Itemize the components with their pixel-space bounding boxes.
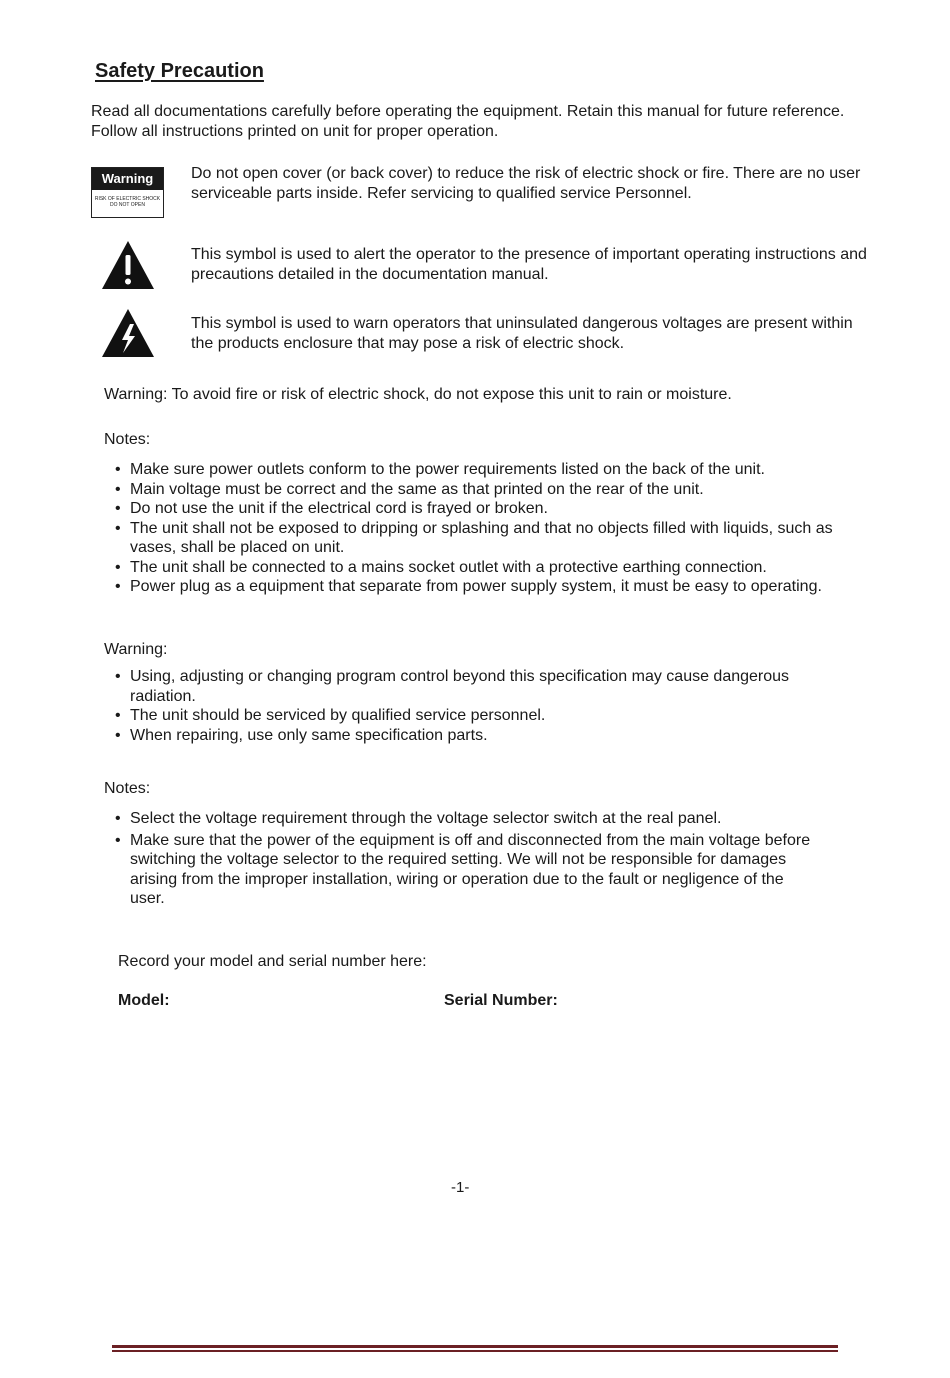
- serial-number-label: Serial Number:: [444, 992, 558, 1009]
- model-label: Model:: [118, 992, 170, 1009]
- exclamation-triangle-icon: [101, 240, 155, 290]
- warning-label-icon: [91, 167, 164, 218]
- warning-label-sub: [92, 190, 163, 208]
- list-item: • Make sure power outlets conform to the power requirements listed on the back of the unit.: [115, 460, 855, 480]
- list-item: • Make sure that the power of the equipment is off and disconnected from the main voltage before switching the voltage selector to the required setting. We will not be responsible for damages arising from the improper installation, wiring or operation due to the fault or negligence of the user.: [115, 831, 815, 909]
- list-item: • The unit shall be connected to a mains socket outlet with a protective earthing connection.: [115, 558, 855, 578]
- page-number: -1-: [451, 1179, 470, 1196]
- intro-paragraph: Read all documentations carefully before operating the equipment. Retain this manual for future reference. Follow all instructions printed on unit for proper operation.: [91, 103, 845, 140]
- warning-label-head: Warning: [92, 168, 163, 190]
- notes-list: [115, 460, 855, 597]
- list-item: • Do not use the unit if the electrical cord is frayed or broken.: [115, 499, 855, 519]
- list-item: • The unit shall not be exposed to dripping or splashing and that no objects filled with liquids, such as vases, shall be placed on unit.: [115, 519, 855, 558]
- list-item: • When repairing, use only same specification parts.: [115, 726, 855, 746]
- symbol-text-cover: Do not open cover (or back cover) to reduce the risk of electric shock or fire. There are no user serviceable parts inside. Refer servicing to qualified service Personnel.: [191, 165, 861, 202]
- footer-rule-thin: [112, 1350, 838, 1352]
- lightning-triangle-icon: [101, 308, 155, 358]
- footer-rule: [112, 1345, 838, 1348]
- rain-warning: Warning: To avoid fire or risk of electric shock, do not expose this unit to rain or moisture.: [104, 386, 732, 403]
- notes-label: Notes:: [104, 431, 151, 448]
- page-title: Safety Precaution: [95, 60, 264, 82]
- warning-label-sub-line1: RISK OF ELECTRIC SHOCK: [94, 196, 161, 202]
- notes-label-2: Notes:: [104, 780, 151, 797]
- list-item: • Power plug as a equipment that separate from power supply system, it must be easy to operating.: [115, 577, 855, 597]
- warning-list: [115, 667, 855, 745]
- symbol-text-alert: This symbol is used to alert the operator to the presence of important operating instructions and precautions detailed in the documentation manual.: [191, 246, 867, 283]
- list-item: • The unit should be serviced by qualified service personnel.: [115, 706, 855, 726]
- warning-label-sub-line2: DO NOT OPEN: [110, 202, 145, 208]
- symbol-text-voltage: This symbol is used to warn operators that uninsulated dangerous voltages are present within the products enclosure that may pose a risk of electric shock.: [191, 315, 853, 352]
- notes-list-2: [115, 809, 815, 909]
- record-instruction: Record your model and serial number here:: [118, 953, 427, 970]
- warning-label: Warning:: [104, 641, 168, 658]
- list-item: • Using, adjusting or changing program control beyond this specification may cause dangerous radiation.: [115, 667, 855, 706]
- list-item: • Main voltage must be correct and the same as that printed on the rear of the unit.: [115, 480, 855, 500]
- list-item: • Select the voltage requirement through the voltage selector switch at the real panel.: [115, 809, 815, 829]
